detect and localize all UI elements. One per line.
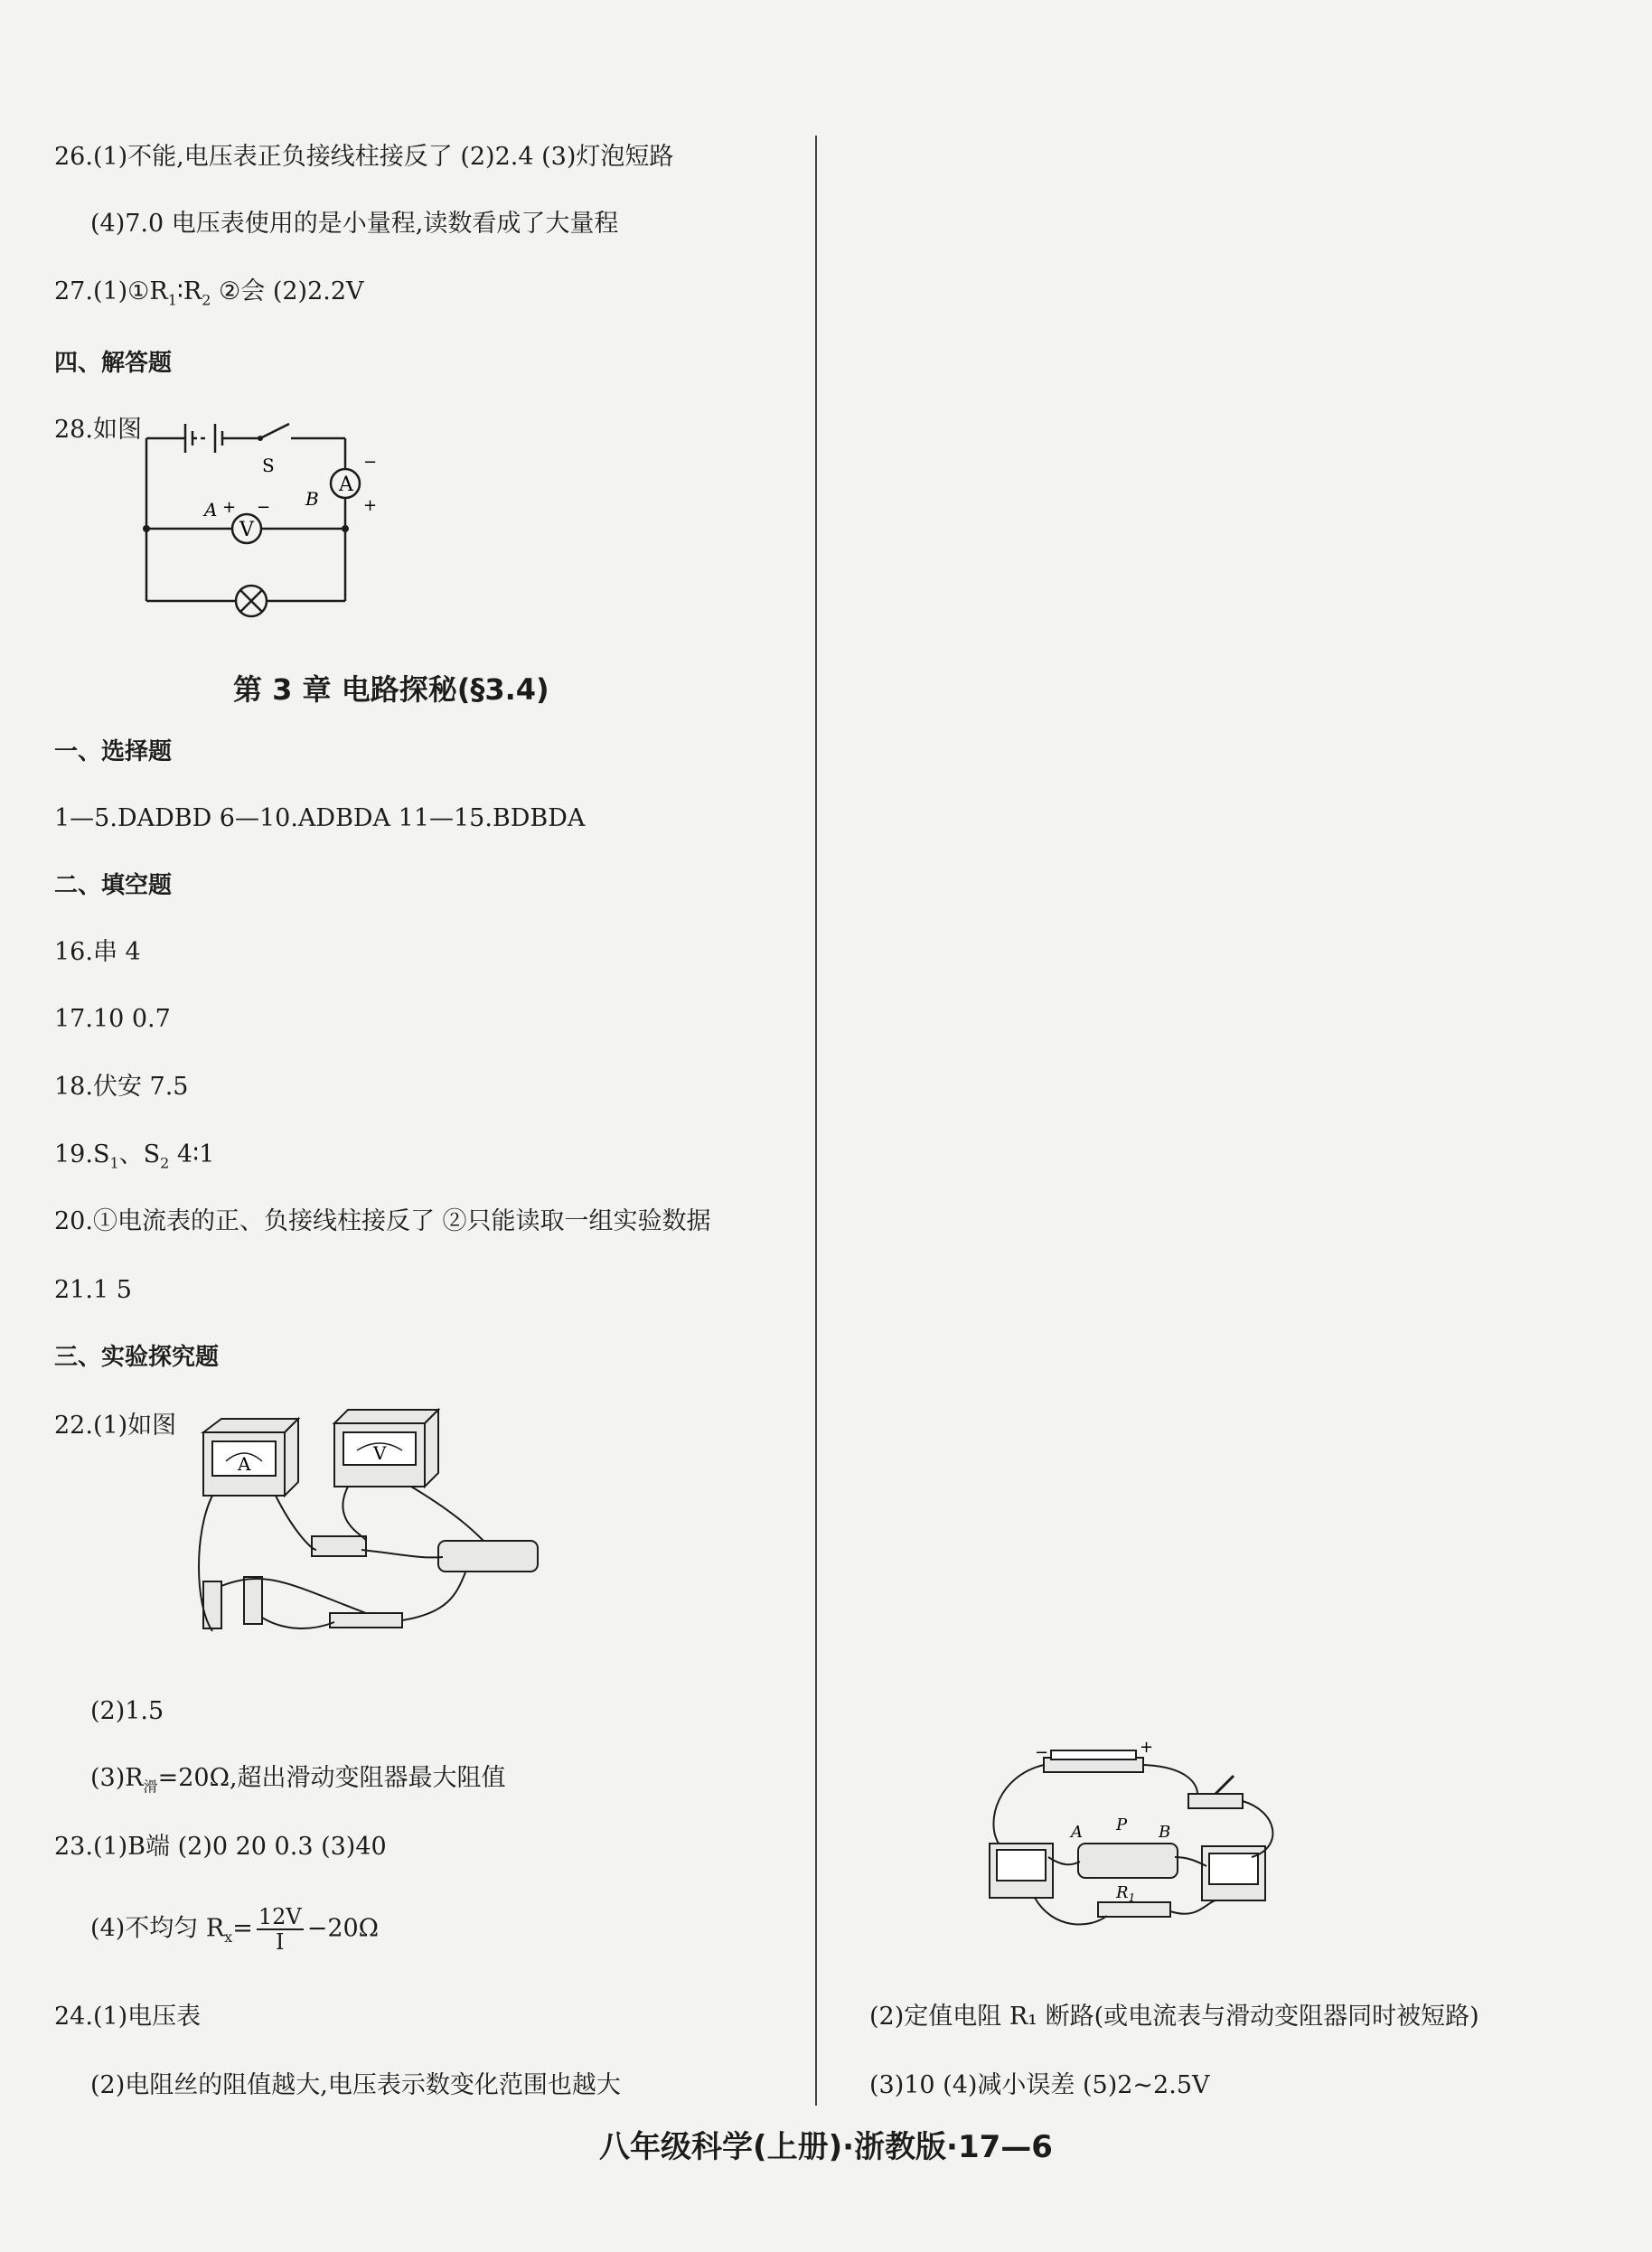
fig28-ammeter-label: A (339, 474, 353, 496)
q23b-eq: = (232, 1914, 253, 1943)
fig22-voltmeter-letter: V (373, 1442, 387, 1464)
q22c-post: =20Ω,超出滑动变阻器最大阻值 (157, 1764, 506, 1792)
fig23-minus: − (1035, 1743, 1049, 1762)
left-q22-line3 (90, 1762, 506, 1803)
right-q23-line2: (2)定值电阻 R₁ 断路(或电流表与滑动变阻器同时被短路) (869, 2003, 1479, 2031)
left-q22-line2: (2)1.5 (90, 1697, 164, 1725)
q27-post: ②会 (2)2.2V (211, 277, 364, 305)
q28-circuit-diagram (136, 411, 389, 628)
section-1-heading-left: 一、选择题 (54, 738, 173, 765)
fig28-v-plus: + (222, 498, 237, 517)
q23b-numerator: 12V (258, 1904, 302, 1929)
left-q19 (54, 1139, 214, 1179)
fig28-point-a: A (204, 499, 218, 521)
fig23-plus: + (1140, 1740, 1154, 1757)
left-q24-line1: 24.(1)电压表 (54, 2003, 202, 2031)
q22c-sub: 滑 (143, 1778, 158, 1796)
q27-sub1: 1 (167, 291, 177, 309)
q27-line (54, 276, 364, 316)
fig28-point-b: B (305, 488, 319, 510)
section-2-heading-left: 二、填空题 (54, 872, 173, 899)
q23-apparatus-figure (981, 1740, 1297, 1947)
q27-pre: 27.(1)①R (54, 277, 168, 305)
q19-post: 4∶1 (169, 1140, 215, 1168)
right-q23-line3: (3)10 (4)减小误差 (5)2~2.5V (869, 2071, 1210, 2099)
column-divider (815, 136, 817, 2106)
q28-label: 28.如图 (54, 416, 142, 444)
left-q18: 18.伏安 7.5 (54, 1073, 189, 1101)
q27-mid: ∶R (176, 277, 202, 305)
q19-sub2: 2 (160, 1154, 170, 1172)
fig23-point-b: B (1159, 1823, 1171, 1842)
q22-apparatus-figure (185, 1405, 565, 1658)
left-q17: 17.10 0.7 (54, 1005, 171, 1033)
left-q16: 16.串 4 (54, 938, 141, 966)
page-footer: 八年级科学(上册)·浙教版·17—6 (599, 2129, 1053, 2165)
fig28-a-plus: + (363, 496, 378, 515)
q22c-pre: (3)R (90, 1764, 144, 1792)
q23b-post: −20Ω (306, 1914, 380, 1943)
q26-line1: 26.(1)不能,电压表正负接线柱接反了 (2)2.4 (3)灯泡短路 (54, 143, 674, 171)
fig23-resistor-label: $R_1$ (1116, 1883, 1136, 1904)
fig22-ammeter-letter: A (238, 1453, 251, 1475)
fig23-point-a: A (1071, 1823, 1083, 1842)
q19-mid: 、S (118, 1140, 161, 1168)
q23b-pre: (4)不均匀 R (90, 1914, 225, 1943)
chapter-heading-3-4: 第 3 章 电路探秘(§3.4) (233, 672, 549, 707)
q19-sub1: 1 (109, 1154, 119, 1172)
choice-answers-left: 1—5.DADBD 6—10.ADBDA 11—15.BDBDA (54, 804, 586, 832)
fig28-v-minus: − (257, 498, 271, 517)
left-q22-line1: 22.(1)如图 (54, 1412, 177, 1440)
left-q23-line2 (90, 1905, 379, 1954)
q26-line2: (4)7.0 电压表使用的是小量程,读数看成了大量程 (90, 210, 619, 238)
fig28-voltmeter-label: V (239, 519, 254, 541)
q27-sub2: 2 (202, 291, 211, 309)
q19-pre: 19.S (54, 1140, 110, 1168)
left-q20: 20.①电流表的正、负接线柱接反了 ②只能读取一组实验数据 (54, 1207, 711, 1235)
fig28-switch-label: S (262, 455, 275, 476)
fig23-point-p: P (1116, 1816, 1128, 1834)
section-4-heading-left: 四、解答题 (54, 350, 173, 377)
left-q21: 21.1 5 (54, 1276, 132, 1304)
section-3-heading-left: 三、实验探究题 (54, 1344, 220, 1371)
q23b-fraction (257, 1905, 304, 1954)
q23b-denominator: I (276, 1929, 285, 1955)
left-q23-line1: 23.(1)B端 (2)0 20 0.3 (3)40 (54, 1833, 387, 1861)
q23b-sub: x (224, 1928, 233, 1946)
left-q24-line2: (2)电阻丝的阻值越大,电压表示数变化范围也越大 (90, 2071, 621, 2099)
fig28-a-minus: − (363, 453, 378, 472)
